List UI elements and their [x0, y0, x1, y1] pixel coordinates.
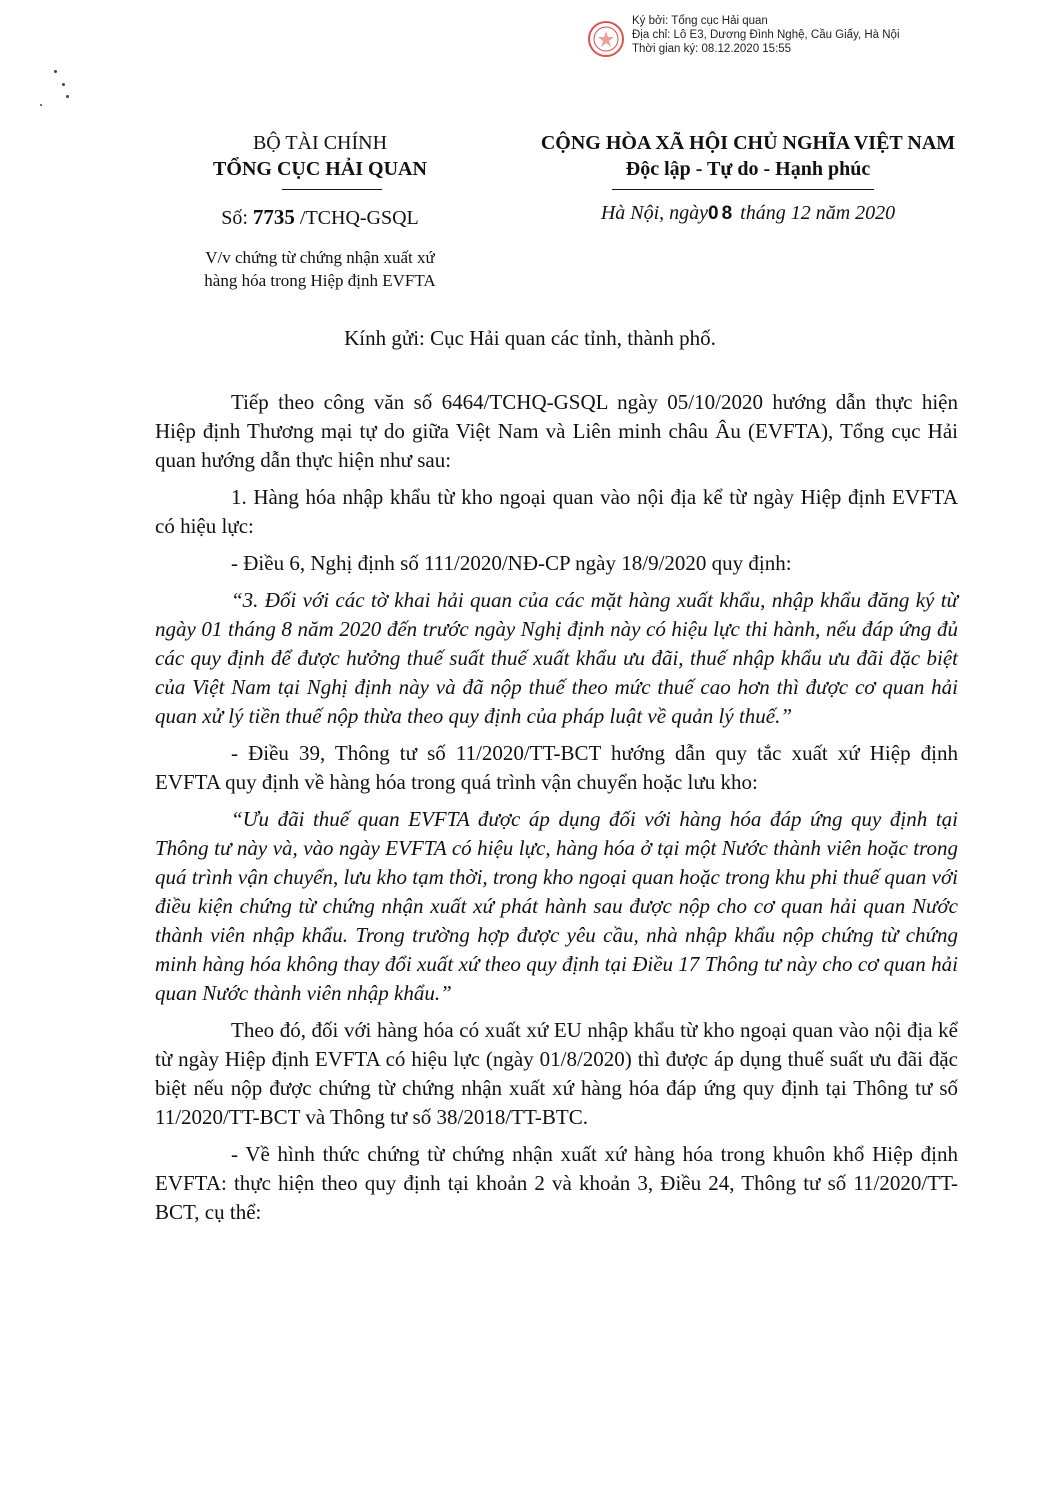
body-paragraph: Theo đó, đối với hàng hóa có xuất xứ EU nhập khẩu từ kho ngoại quan vào nội địa kể từ ngày Hiệp định EVFTA có hiệu lực (ngày 01/8/2020) thì được áp dụng thuế suất ưu đãi đặc biệt nếu nộp được chứng từ chứng nhận xuất xứ hàng hóa đáp ứng quy định tại Thông tư số 11/2020/TT-BCT và Thông tư số 38/2018/TT-BTC. [155, 1018, 958, 1129]
body-paragraph: 1. Hàng hóa nhập khẩu từ kho ngoại quan vào nội địa kể từ ngày Hiệp định EVFTA có hiệu lực: [155, 485, 958, 538]
scan-speck [62, 83, 65, 86]
ministry-name: BỘ TÀI CHÍNH [252, 132, 388, 154]
ref-prefix: Số: [221, 207, 253, 229]
right-header-rule [612, 189, 874, 190]
date-day: 08 [708, 203, 736, 224]
date-prefix: Hà Nội, ngày [600, 202, 709, 224]
body-paragraph: Tiếp theo công văn số 6464/TCHQ-GSQL ngày 05/10/2020 hướng dẫn thực hiện Hiệp định Thương mại tự do giữa Việt Nam và Liên minh châu Âu (EVFTA), Tổng cục Hải quan hướng dẫn thực hiện như sau: [155, 390, 958, 472]
document-number [150, 205, 490, 230]
country-name: CỘNG HÒA XÃ HỘI CHỦ NGHĨA VIỆT NAM [540, 132, 956, 154]
signature-address: Địa chỉ: Lô E3, Dương Đình Nghệ, Cầu Giấy, Hà Nội [632, 29, 900, 41]
ref-number: 7735 [252, 205, 295, 229]
left-header-rule [282, 189, 382, 190]
document-date [488, 202, 1008, 225]
body-paragraph: - Về hình thức chứng từ chứng nhận xuất xứ hàng hóa trong khuôn khổ Hiệp định EVFTA: thực hiện theo quy định tại khoản 2 và khoản 3, Điều 24, Thông tư số 11/2020/TT-BCT, cụ thể: [155, 1142, 958, 1224]
signature-signer: Ký bởi: Tổng cục Hải quan [632, 15, 768, 27]
scan-speck [66, 95, 69, 98]
body-paragraph: - Điều 39, Thông tư số 11/2020/TT-BCT hướng dẫn quy tắc xuất xứ Hiệp định EVFTA quy định về hàng hóa trong quá trình vận chuyển hoặc lưu kho: [155, 741, 958, 794]
recipient-line: Kính gửi: Cục Hải quan các tỉnh, thành phố. [344, 326, 716, 350]
subject-line-1: V/v chứng từ chứng nhận xuất xứ [205, 248, 435, 267]
quoted-paragraph: “3. Đối với các tờ khai hải quan của các mặt hàng xuất khẩu, nhập khẩu đăng ký từ ngày 01 tháng 8 năm 2020 đến trước ngày Nghị định này có hiệu lực thi hành, nếu đáp ứng đủ các quy định để được hưởng thuế suất thuế xuất khẩu ưu đãi, thuế nhập khẩu ưu đãi đặc biệt của Việt Nam tại Nghị định này và đã nộp thuế theo mức thuế cao hơn thì được cơ quan hải quan xử lý tiền thuế nộp thừa theo quy định của pháp luật về quản lý thuế.” [155, 588, 958, 728]
ref-suffix: /TCHQ-GSQL [294, 207, 419, 229]
date-suffix: tháng 12 năm 2020 [735, 202, 896, 224]
official-seal-icon [587, 20, 625, 58]
digital-signature [632, 14, 900, 56]
document-subject [150, 246, 490, 292]
subject-line-2: hàng hóa trong Hiệp định EVFTA [204, 271, 436, 290]
letter-body [155, 388, 958, 1227]
scan-speck [40, 104, 42, 106]
body-paragraph: - Điều 6, Nghị định số 111/2020/NĐ-CP ngày 18/9/2020 quy định: [231, 551, 792, 575]
department-name: TỔNG CỤC HẢI QUAN [213, 158, 427, 180]
signature-time: Thời gian ký: 08.12.2020 15:55 [632, 43, 792, 55]
national-motto: Độc lập - Tự do - Hạnh phúc [625, 158, 871, 180]
scan-speck [54, 70, 57, 73]
issuing-agency [150, 130, 490, 182]
national-heading [488, 130, 1008, 182]
quoted-paragraph: “Ưu đãi thuế quan EVFTA được áp dụng đối với hàng hóa đáp ứng quy định tại Thông tư này và, vào ngày EVFTA có hiệu lực, hàng hóa ở tại một Nước thành viên hoặc trong quá trình vận chuyển, lưu kho tạm thời, trong kho ngoại quan hoặc trong khu phi thuế quan với điều kiện chứng từ chứng nhận xuất xứ phát hành sau được nộp cho cơ quan hải quan Nước thành viên nhập khẩu. Trong trường hợp được yêu cầu, nhà nhập khẩu nộp chứng từ chứng minh hàng hóa không thay đổi xuất xứ theo quy định tại Điều 17 Thông tư này cho cơ quan hải quan Nước thành viên nhập khẩu.” [155, 807, 958, 1005]
